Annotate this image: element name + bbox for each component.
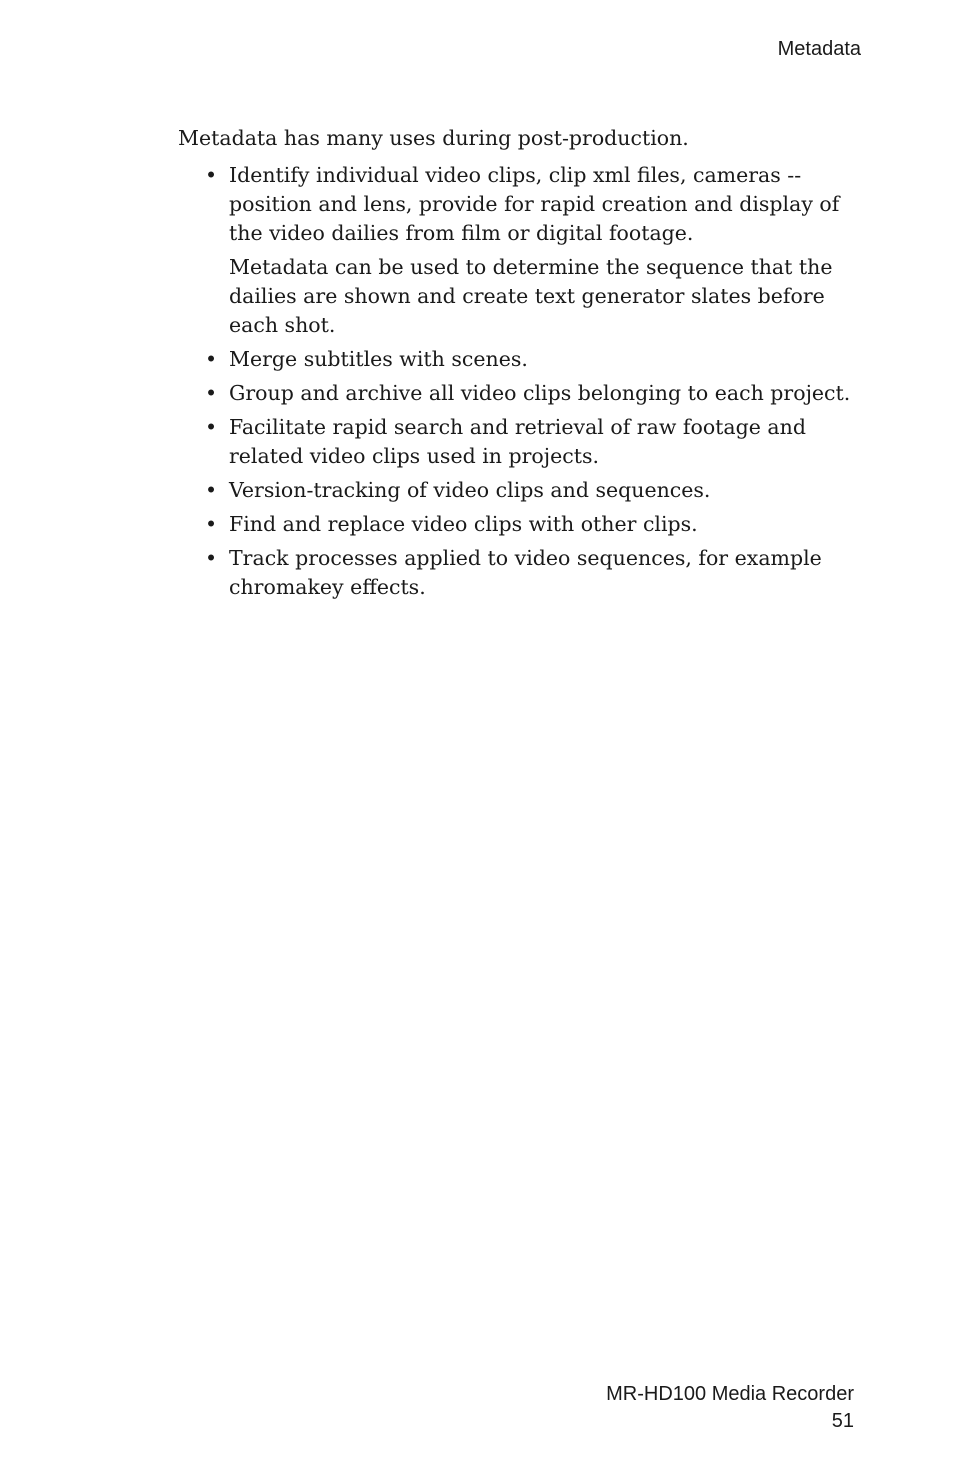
footer-product-name: MR-HD100 Media Recorder <box>606 1383 854 1405</box>
bullet-icon: • <box>205 415 218 439</box>
list-item <box>178 476 878 505</box>
list-item <box>178 413 878 471</box>
bullet-icon: • <box>205 478 218 502</box>
page-footer <box>606 1381 854 1435</box>
list-item-note: Metadata can be used to determine the sequence that the dailies are shown and create text generator slates before each shot. <box>229 255 833 337</box>
list-item-text: Merge subtitles with scenes. <box>229 347 528 371</box>
list-item-text: Facilitate rapid search and retrieval of raw footage and related video clips used in projects. <box>229 415 806 468</box>
page-content <box>178 124 878 607</box>
list-item-text: Identify individual video clips, clip xml files, cameras -- position and lens, provide for rapid creation and display of the video dailies from film or digital footage. <box>229 163 840 245</box>
uses-list <box>178 161 878 602</box>
list-item <box>178 544 878 602</box>
bullet-icon: • <box>205 163 218 187</box>
list-item <box>178 510 878 539</box>
bullet-icon: • <box>205 512 218 536</box>
list-item-text: Find and replace video clips with other clips. <box>229 512 698 536</box>
bullet-icon: • <box>205 546 218 570</box>
list-item <box>178 345 878 374</box>
bullet-icon: • <box>205 381 218 405</box>
intro-paragraph: Metadata has many uses during post-production. <box>178 126 689 150</box>
list-item <box>178 161 878 340</box>
list-item <box>178 379 878 408</box>
page-number: 51 <box>831 1410 854 1432</box>
list-item-text: Group and archive all video clips belonging to each project. <box>229 381 851 405</box>
list-item-text: Track processes applied to video sequences, for example chromakey effects. <box>229 546 822 599</box>
running-header: Metadata <box>777 38 861 60</box>
bullet-icon: • <box>205 347 218 371</box>
list-item-text: Version-tracking of video clips and sequences. <box>229 478 711 502</box>
